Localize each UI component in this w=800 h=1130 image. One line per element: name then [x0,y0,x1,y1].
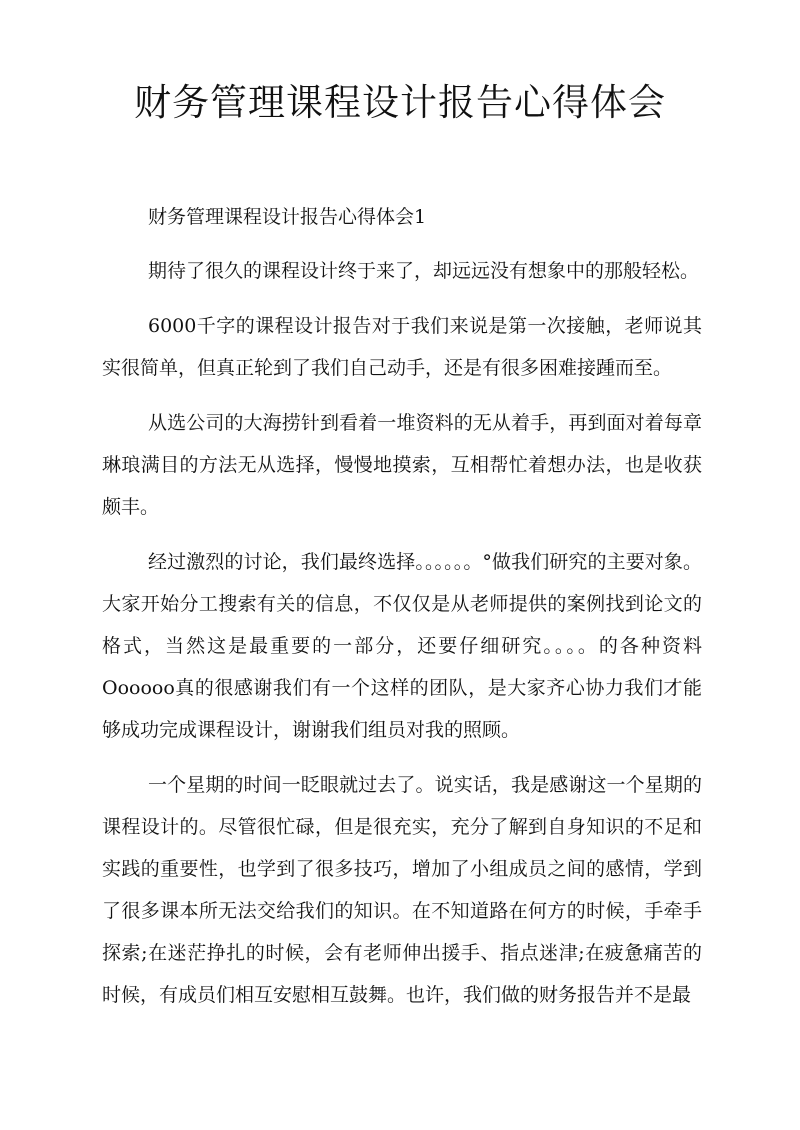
section-heading: 财务管理课程设计报告心得体会1 [148,206,427,228]
paragraph-1: 期待了很久的课程设计终于来了，却远远没有想象中的那般轻松。 [148,260,700,282]
document-body [102,196,702,1029]
paragraph-5: 一个星期的时间一眨眼就过去了。说实话，我是感谢这一个星期的课程设计的。尽管很忙碌，但是很充实，充分了解到自身知识的不足和实践的重要性，也学到了很多技巧，增加了小组成员之间的感情，学到了很多课本所无法交给我们的知识。在不知道路在何方的时候，手牵手探索;在迷茫挣扎的时候，会有老师伸出援手、指点迷津;在疲惫痛苦的时候，有成员们相互安慰相互鼓舞。也许，我们做的财务报告并不是最 [102,774,702,1006]
paragraph-4: 经过激烈的讨论，我们最终选择。。。。。。°做我们研究的主要对象。大家开始分工搜索有关的信息，不仅仅是从老师提供的案例找到论文的格式，当然这是最重要的一部分，还要仔细研究。。。。的各种资料Oooooo真的很感谢我们有一个这样的团队，是大家齐心协力我们才能够成功完成课程设计，谢谢我们组员对我的照顾。 [102,551,702,741]
paragraph-3: 从选公司的大海捞针到看着一堆资料的无从着手，再到面对着每章琳琅满目的方法无从选择，慢慢地摸索，互相帮忙着想办法，也是收获颇丰。 [102,412,702,518]
document-title: 财务管理课程设计报告心得体会 [134,81,666,124]
paragraph-2: 6000千字的课程设计报告对于我们来说是第一次接触，老师说其实很简单，但真正轮到了我们自己动手，还是有很多困难接踵而至。 [102,315,702,379]
